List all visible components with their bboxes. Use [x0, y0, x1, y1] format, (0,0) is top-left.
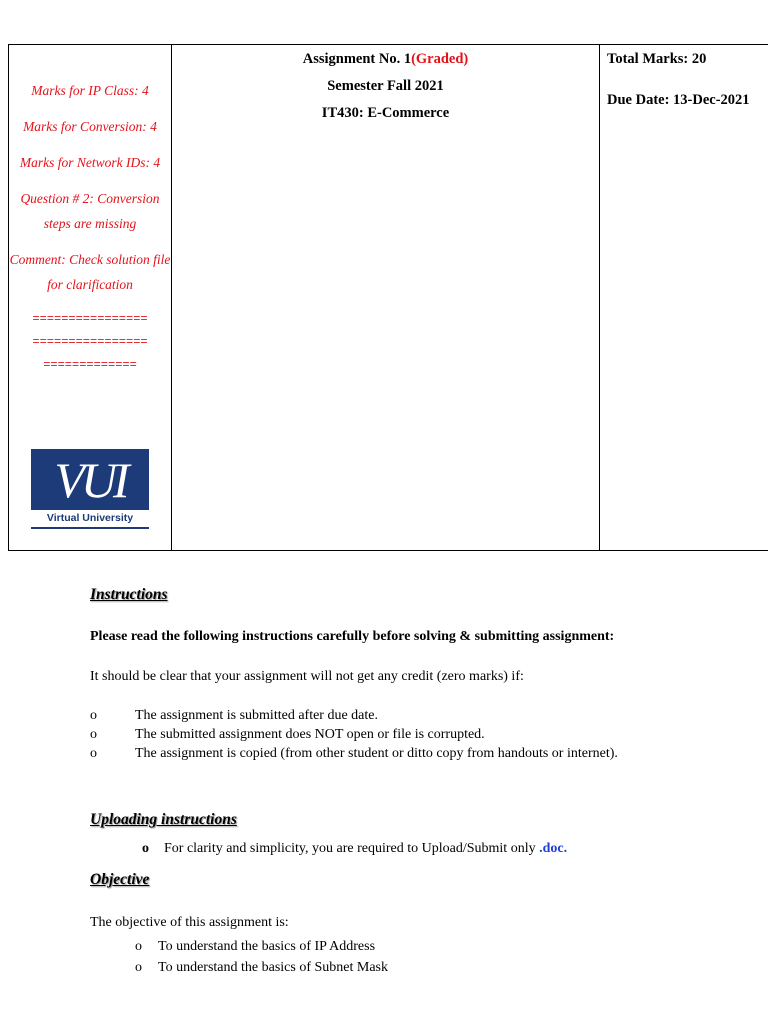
assignment-info-cell: [172, 45, 600, 551]
logo-mark: VUI: [54, 452, 126, 508]
assignment-title: [172, 46, 599, 73]
grading-notes-cell: [9, 45, 172, 551]
bullet-marker: o: [135, 960, 142, 975]
objective-item: To understand the basics of IP Address: [158, 939, 376, 954]
instructions-heading: Instructions: [90, 586, 168, 603]
list-item: [135, 960, 388, 976]
doc-format: .doc.: [539, 841, 568, 856]
instruction-item: The assignment is submitted after due date.: [135, 708, 378, 723]
upload-instruction: For clarity and simplicity, you are required to Upload/Submit only: [164, 841, 540, 856]
grading-note-conversion: Marks for Conversion: 4: [23, 119, 157, 134]
total-marks: Total Marks: 20: [607, 51, 707, 67]
grading-comment: Comment: Check solution file for clarification: [9, 252, 171, 292]
uploading-heading: Uploading instructions: [90, 811, 237, 828]
grading-note-question-2: Question # 2: Conversion steps are missing: [20, 191, 160, 231]
separator-line-1: ================: [32, 312, 148, 326]
bullet-marker: o: [142, 841, 149, 856]
list-item: [90, 727, 485, 743]
instructions-lead: Please read the following instructions carefully before solving & submitting assignment:: [90, 629, 615, 644]
separator-line-3: =============: [43, 358, 137, 372]
instruction-item: The submitted assignment does NOT open or file is corrupted.: [135, 727, 485, 742]
objective-intro: The objective of this assignment is:: [90, 915, 289, 930]
objective-item: To understand the basics of Subnet Mask: [158, 960, 388, 975]
course-name: IT430: E-Commerce: [321, 105, 450, 121]
due-date: Due Date: 13-Dec-2021: [607, 92, 750, 108]
separator-line-2: ================: [32, 335, 148, 349]
bullet-marker: o: [135, 939, 142, 954]
bullet-marker: o: [90, 708, 97, 723]
instruction-item: The assignment is copied (from other student or ditto copy from handouts or internet).: [135, 746, 618, 761]
assignment-header-table: [8, 44, 768, 551]
list-item: [90, 746, 618, 762]
list-item: [135, 939, 375, 955]
marks-cell: [600, 45, 768, 551]
bullet-marker: o: [90, 746, 97, 761]
grading-note-ip-class: Marks for IP Class: 4: [31, 83, 149, 98]
list-item: [90, 708, 378, 724]
bullet-marker: o: [90, 727, 97, 742]
virtual-university-logo: [31, 449, 149, 529]
grading-note-network-ids: Marks for Network IDs: 4: [19, 155, 161, 170]
zero-marks-condition: It should be clear that your assignment will not get any credit (zero marks) if:: [90, 669, 524, 684]
logo-text: Virtual University: [31, 510, 149, 527]
semester: Semester Fall 2021: [327, 78, 444, 94]
assignment-number: Assignment No. 1: [302, 51, 412, 67]
objective-heading: Objective: [90, 871, 150, 888]
list-item: [142, 841, 567, 857]
graded-label: (Graded): [411, 51, 469, 67]
